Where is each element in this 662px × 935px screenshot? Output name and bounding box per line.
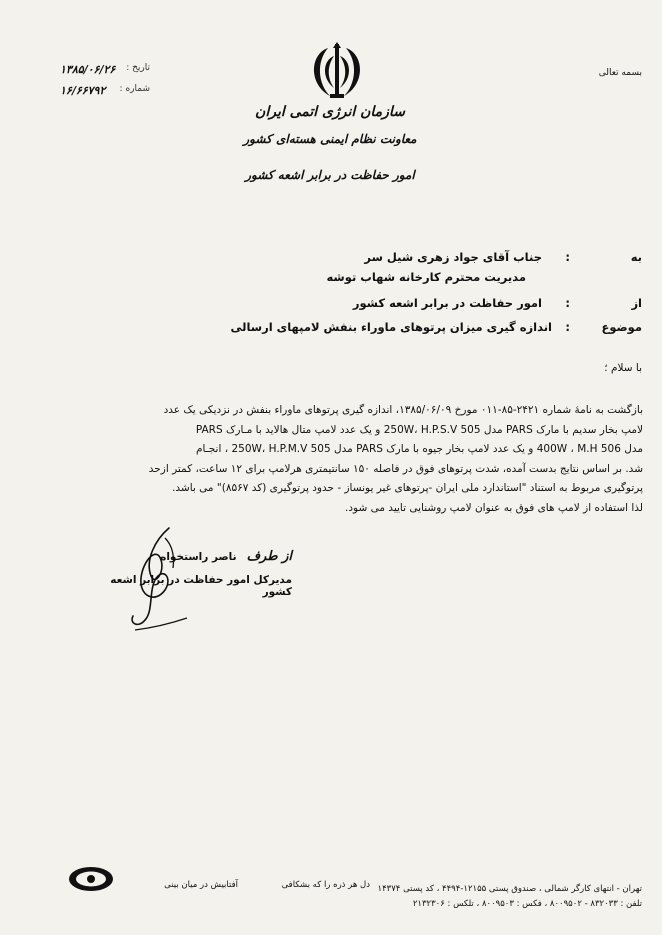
org-deputy: معاونت نظام ایمنی هسته‌ای کشور xyxy=(243,132,417,146)
atom-logo-icon xyxy=(68,866,114,892)
subject-value: اندازه گیری میزان پرتوهای ماوراء بنفش لامپهای ارسالی xyxy=(230,320,552,334)
subject-label: موضوع xyxy=(601,320,642,334)
org-department: امور حفاظت در برابر اشعه کشور xyxy=(245,168,415,182)
number-row xyxy=(60,84,150,97)
signatory-title: مدیرکل امور حفاظت در برابر اشعه کشور xyxy=(110,574,292,598)
iran-emblem-icon xyxy=(306,42,368,100)
bismillah-text: بسمه تعالی xyxy=(598,68,642,78)
body-line: شد. بر اساس نتایج بدست آمده، شدت پرتوهای فوق در فاصله ۱۵۰ سانتیمتری هرلامپ برای ۱۲ ساعت، کمتر ازحد xyxy=(148,462,643,475)
footer-slogan-1: آفتابیش در میان بینی xyxy=(164,880,238,890)
on-behalf-handwritten: از طرف xyxy=(246,549,292,564)
letter-body xyxy=(65,401,643,518)
to-line2: مدیریت محترم کارخانه شهاب توشه xyxy=(326,270,526,284)
body-line: لذا استفاده از لامپ های فوق به عنوان لامپ روشنایی تایید می شود. xyxy=(345,501,643,514)
date-row xyxy=(60,63,150,76)
body-line: لامپ بخار سدیم با مارک PARS مدل 250W، H.P.S.V 505 و یک عدد لامپ متال هالاید با مـارک PARS xyxy=(195,423,643,436)
footer-contact: تلفن : ۸۳۲۰۳۳ - ۸۰۰۹۵۰۲ ، فکس : ۸۰۰۹۵۰۳ ، تلکس : ۲۱۳۲۳۰۶ xyxy=(412,899,642,909)
org-title: سازمان انرژی اتمی ایران xyxy=(255,104,405,120)
date-label: تاریخ : xyxy=(126,63,150,73)
to-label: به xyxy=(630,250,642,264)
from-value: امور حفاظت در برابر اشعه کشور xyxy=(352,296,542,310)
date-value: ۱۳۸۵/۰۶/۲۶ xyxy=(60,63,116,76)
footer-address: تهران - انتهای کارگر شمالی ، صندوق پستی ۱۲۱۵۵-۴۴۹۴ ، کد پستی ۱۴۳۷۴ xyxy=(377,884,642,894)
body-line: بازگشت به نامهٔ شماره ۲۴۲۱-۸۵-۰۱۱ مورخ ۱۳۸۵/۰۶/۰۹، اندازه گیری پرتوهای ماوراء بنفش در نزدیکی یک عدد xyxy=(163,404,643,416)
from-colon: : xyxy=(565,296,570,310)
body-line: پرتوگیری مربوط به استناد "استاندارد ملی ایران -پرتوهای غیر یونساز - حدود پرتوگیری (کد ۸۵۶۷)" می باشد. xyxy=(172,482,643,494)
number-value: ۱۶/۶۶۷۹۲ xyxy=(60,84,106,97)
greeting: با سلام ؛ xyxy=(604,362,642,374)
number-label: شماره : xyxy=(119,84,150,94)
subject-colon: : xyxy=(565,320,570,334)
signatory-line xyxy=(92,549,292,564)
signatory-name: ناصر راستخواه xyxy=(160,551,237,563)
to-line1: جناب آقای جواد زهری شیل سر xyxy=(364,250,542,264)
from-label: از xyxy=(631,296,642,310)
to-colon: : xyxy=(565,250,570,264)
body-line: مدل 400W ، M.H 506 و یک عدد لامپ بخار جیوه با مارک PARS مدل 250W، H.P.M.V 505 ، انجـام xyxy=(196,443,643,455)
footer-slogan-2: دل هر ذره را که بشکافی xyxy=(281,880,370,890)
